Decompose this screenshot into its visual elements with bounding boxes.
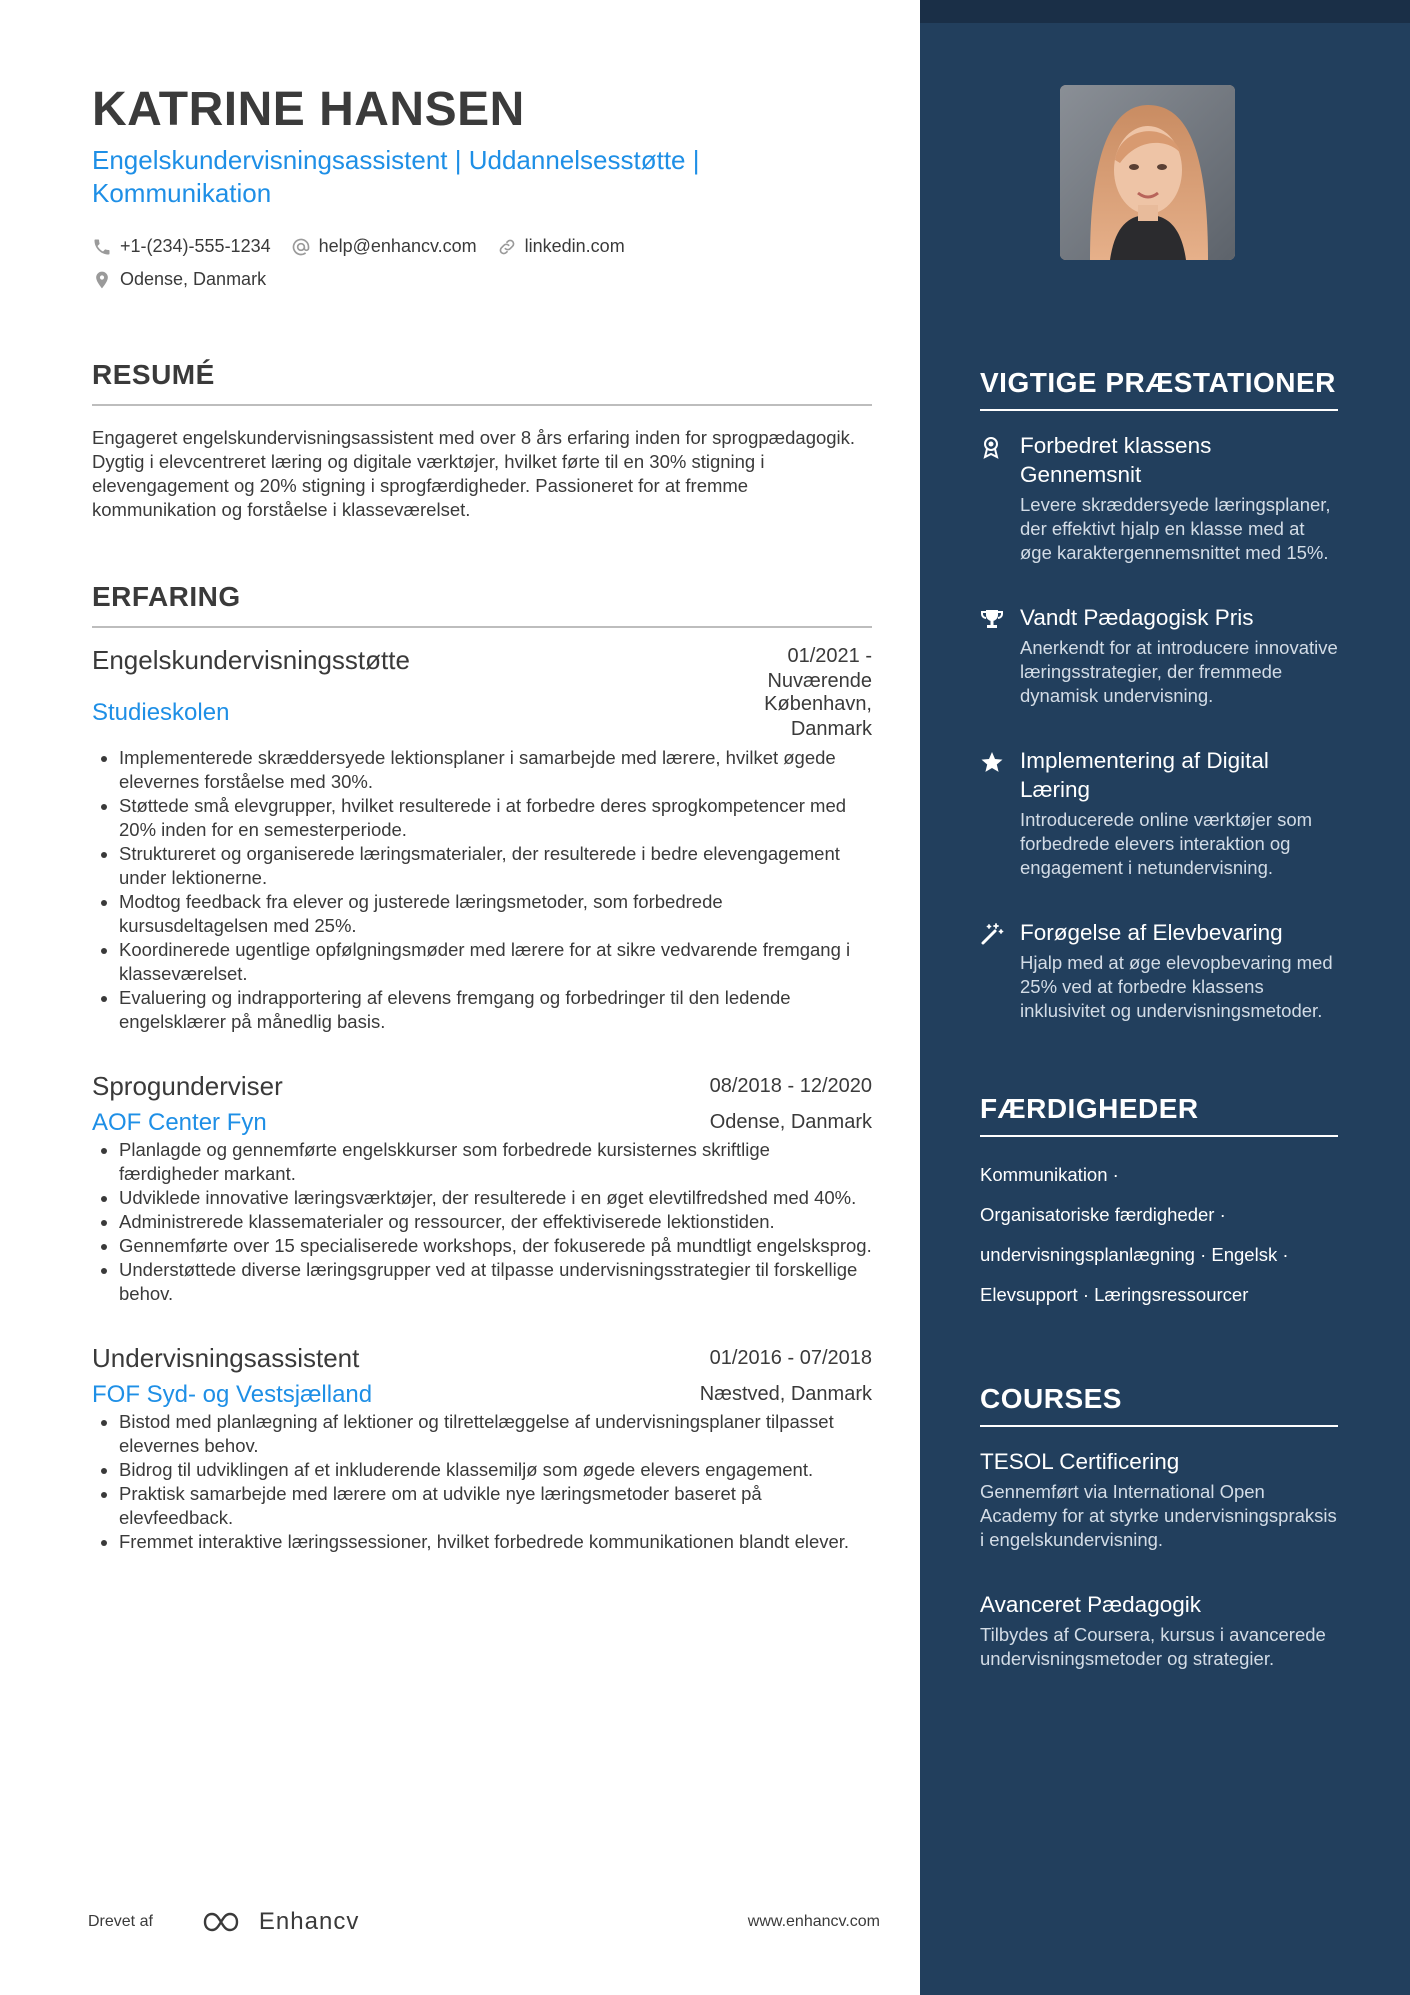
skills-section — [980, 1091, 1338, 1315]
course-desc: Tilbydes af Coursera, kursus i avancerede undervisningsmetoder og strategier. — [980, 1624, 1326, 1669]
job-entry — [92, 644, 872, 1034]
course-item — [980, 1447, 1338, 1552]
job-role: Undervisningsassistent — [92, 1343, 360, 1373]
phone-contact[interactable] — [92, 236, 271, 257]
achievement-item — [980, 746, 1338, 880]
courses-section — [980, 1381, 1338, 1671]
job-bullet: • Støttede små elevgrupper, hvilket resulterede i at forbedre deres sprogkompetencer med 20% inden for en semesterperiode. — [119, 794, 872, 842]
brand-logo[interactable] — [201, 1908, 359, 1936]
summary-text: Engageret engelskundervisningsassistent med over 8 års erfaring inden for sprogpædagogik. Dygtig i elevcentreret læring og digitale værktøjer, hvilket førte til en 30% stigning i elevengagement og 20% stigning i sprogfærdigheder. Passioneret for at fremme kommunikation og forståelse i klasseværelset. — [92, 427, 856, 520]
achievement-item — [980, 918, 1338, 1023]
achievement-desc: Anerkendt for at introducere innovative læringsstrategier, der fremmede dynamisk undervisning. — [1020, 637, 1338, 706]
job-location-city: København, — [764, 693, 872, 715]
job-bullet: • Fremmet interaktive læringssessioner, hvilket forbedrede kommunikationen blandt elever. — [119, 1530, 872, 1554]
achievement-item — [980, 431, 1338, 565]
profile-photo — [1060, 85, 1235, 260]
job-bullets — [92, 1410, 872, 1554]
job-location-country: Danmark — [790, 718, 872, 740]
enhancv-logo-icon — [201, 1909, 249, 1935]
candidate-title: Engelskundervisningsassistent | Uddannelsesstøtte | Kommunikation — [92, 145, 700, 208]
experience-section — [92, 580, 872, 1554]
job-entry — [92, 1070, 872, 1306]
sidebar-top-band — [920, 0, 1410, 23]
skills-line: Kommunikation · — [980, 1164, 1119, 1185]
skills-line: Organisatoriske færdigheder · — [980, 1204, 1226, 1225]
skills-heading: FÆRDIGHEDER — [980, 1091, 1338, 1137]
job-role: Sprogunderviser — [92, 1071, 283, 1101]
course-title: Avanceret Pædagogik — [980, 1592, 1201, 1617]
job-bullet: • Administrerede klassematerialer og ressourcer, der effektiviserede lektionstiden. — [119, 1210, 872, 1234]
job-entry — [92, 1342, 872, 1554]
job-bullet: • Bidrog til udviklingen af et inkluderende klassemiljø som øgede elevers engagement. — [119, 1458, 872, 1482]
achievement-item — [980, 603, 1338, 708]
job-bullets — [92, 746, 872, 1034]
job-company[interactable]: Studieskolen — [92, 699, 230, 726]
job-company[interactable]: AOF Center Fyn — [92, 1109, 267, 1136]
achievement-title: Vandt Pædagogisk Pris — [1020, 605, 1254, 630]
job-bullet: • Gennemførte over 15 specialiserede workshops, der fokuserede på mundtligt engelsksprog. — [119, 1234, 872, 1258]
main-column — [92, 80, 872, 1554]
job-role: Engelskundervisningsstøtte — [92, 645, 410, 675]
phone-icon — [92, 237, 112, 257]
email-contact[interactable] — [291, 236, 477, 257]
summary-heading: RESUMÉ — [92, 358, 872, 406]
contact-info — [92, 230, 872, 296]
sidebar — [920, 0, 1410, 1995]
achievement-desc: Levere skræddersyede læringsplaner, der effektivt hjalp en klasse med at øge karaktergennemsnittet med 15%. — [1020, 494, 1331, 563]
skills-list — [980, 1155, 1338, 1315]
job-bullet: • Evaluering og indrapportering af elevens fremgang og forbedringer til den ledende engelsklærer på månedlig basis. — [119, 986, 872, 1034]
achievement-title: Forbedret klassens Gennemsnit — [1020, 433, 1212, 487]
skills-line: undervisningsplanlægning · Engelsk · — [980, 1244, 1289, 1265]
linkedin-contact[interactable] — [497, 236, 625, 257]
linkedin-text: linkedin.com — [524, 236, 625, 256]
course-item — [980, 1590, 1338, 1671]
job-date-end: Nuværende — [767, 670, 872, 692]
footer — [88, 1902, 880, 1942]
job-date-start: 01/2021 - — [787, 645, 872, 667]
phone-text: +1-(234)-555-1234 — [120, 236, 271, 256]
job-bullets — [92, 1138, 872, 1306]
job-bullet: • Struktureret og organiserede læringsmaterialer, der resulterede i bedre elevengagement under lektionerne. — [119, 842, 872, 890]
trophy-icon — [980, 607, 1004, 631]
at-icon — [291, 237, 311, 257]
job-bullet: • Modtog feedback fra elever og justerede læringsmetoder, som forbedrede kursusdeltagelsen med 25%. — [119, 890, 872, 938]
sidebar-content — [980, 365, 1338, 1671]
course-desc: Gennemført via International Open Academy for at styrke undervisningspraksis i engelskundervisning. — [980, 1481, 1337, 1550]
star-icon — [980, 750, 1004, 774]
summary-section — [92, 358, 872, 522]
location-text: Odense, Danmark — [120, 269, 267, 289]
candidate-name: KATRINE HANSEN — [92, 83, 525, 136]
job-bullet: • Bistod med planlægning af lektioner og tilrettelæggelse af undervisningsplaner tilpasset elevernes behov. — [119, 1410, 872, 1458]
job-bullet: • Implementerede skræddersyede lektionsplaner i samarbejde med lærere, hvilket øgede elevernes forståelse med 30%. — [119, 746, 872, 794]
location-contact — [92, 269, 266, 290]
location-pin-icon — [92, 270, 112, 290]
job-bullet: • Koordinerede ugentlige opfølgningsmøder med lærere for at sikre vedvarende fremgang i klasseværelset. — [119, 938, 872, 986]
experience-heading: ERFARING — [92, 580, 872, 628]
email-text: help@enhancv.com — [318, 236, 477, 256]
job-location: Næstved, Danmark — [699, 1383, 872, 1405]
magic-wand-icon — [980, 922, 1004, 946]
job-company[interactable]: FOF Syd- og Vestsjælland — [92, 1381, 373, 1408]
achievement-desc: Introducerede online værktøjer som forbedrede elevers interaktion og engagement i netundervisning. — [1020, 809, 1313, 878]
portrait-image — [1060, 85, 1235, 260]
job-bullet: • Udviklede innovative læringsværktøjer, der resulterede i en øget elevtilfredshed med 40%. — [119, 1186, 872, 1210]
brand-name: Enhancv — [258, 1908, 360, 1935]
skills-line: Elevsupport · Læringsressourcer — [980, 1284, 1249, 1305]
job-bullet: • Planlagde og gennemførte engelskkurser som forbedrede kursisternes skriftlige færdigheder markant. — [119, 1138, 872, 1186]
job-date: 01/2016 - 07/2018 — [709, 1347, 872, 1369]
job-bullet: • Understøttede diverse læringsgrupper ved at tilpasse undervisningsstrategier til forskellige behov. — [119, 1258, 872, 1306]
job-bullet: • Praktisk samarbejde med lærere om at udvikle nye læringsmetoder baseret på elevfeedback. — [119, 1482, 872, 1530]
link-icon — [497, 237, 517, 257]
job-location — [764, 692, 872, 742]
website-link[interactable]: www.enhancv.com — [747, 1913, 880, 1930]
achievement-title: Forøgelse af Elevbevaring — [1020, 920, 1283, 945]
achievements-section — [980, 365, 1338, 1023]
achievement-desc: Hjalp med at øge elevopbevaring med 25% ved at forbedre klassens inklusivitet og undervisningsmetoder. — [1020, 952, 1333, 1021]
powered-by-text: Drevet af — [88, 1913, 153, 1930]
course-title: TESOL Certificering — [980, 1449, 1180, 1474]
job-date: 08/2018 - 12/2020 — [709, 1075, 872, 1097]
award-icon — [980, 435, 1002, 459]
job-date — [767, 644, 872, 694]
achievement-title: Implementering af Digital Læring — [1020, 748, 1269, 802]
achievements-heading: VIGTIGE PRÆSTATIONER — [980, 365, 1338, 411]
courses-heading: COURSES — [980, 1381, 1338, 1427]
job-location: Odense, Danmark — [709, 1111, 872, 1133]
